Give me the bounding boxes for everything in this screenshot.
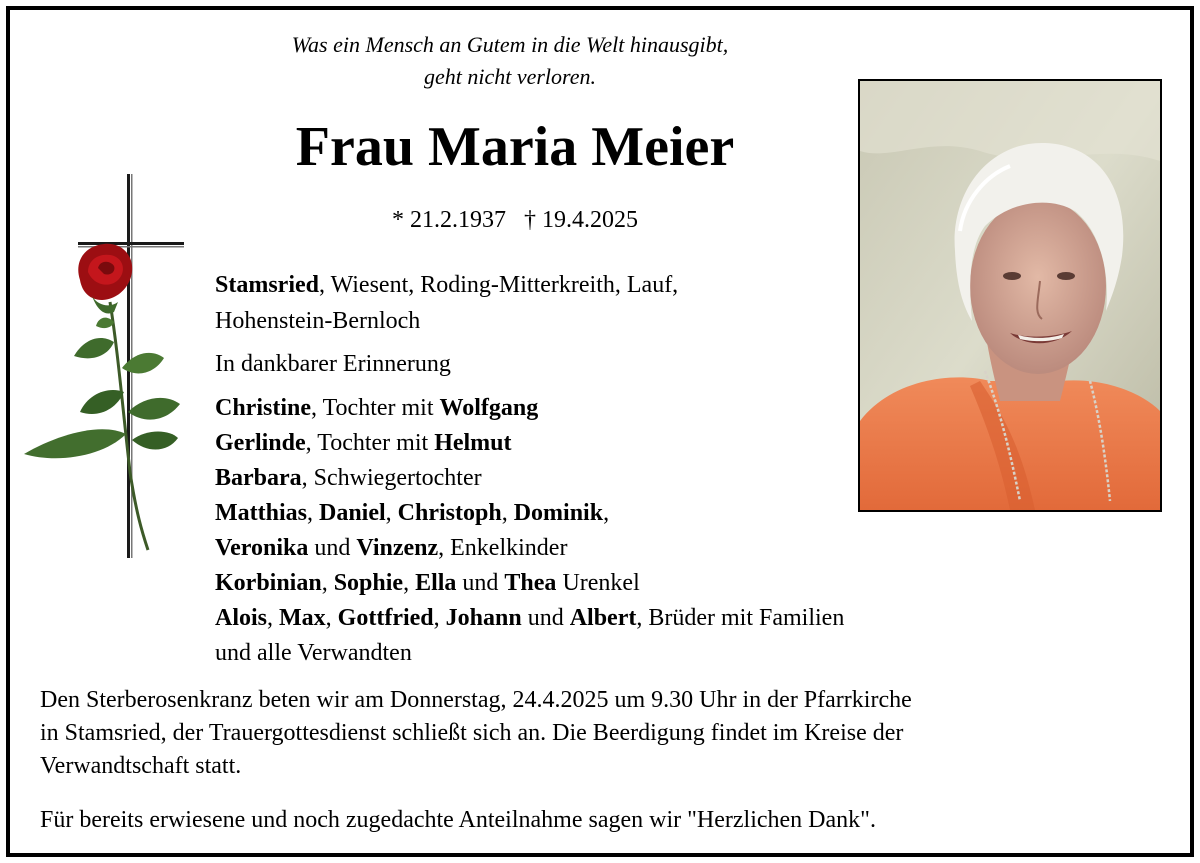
- mourner-name: Thea: [504, 570, 557, 596]
- mourner-row: und alle Verwandten: [215, 640, 412, 666]
- mourner-name: Wolfgang: [439, 395, 539, 421]
- mourner-row: [215, 393, 538, 423]
- mourner-row: [215, 568, 640, 598]
- places-line-1: [215, 270, 678, 300]
- mourner-name: Dominik: [513, 500, 604, 526]
- birth-date: * 21.2.1937: [392, 207, 506, 233]
- remembrance-text: In dankbarer Erinnerung: [215, 351, 451, 377]
- relation-text: , Enkelkinder: [438, 535, 568, 561]
- portrait-image: [860, 81, 1160, 510]
- relation-text: , Brüder mit Familien: [636, 605, 845, 631]
- deceased-name: Frau Maria Meier: [295, 116, 735, 178]
- mourner-name: Matthias: [215, 500, 307, 526]
- mourner-name: Korbinian: [215, 570, 322, 596]
- mourner-name: Sophie: [333, 570, 404, 596]
- cross-rose-icon: [18, 172, 200, 560]
- motto-line-2: geht nicht verloren.: [423, 64, 597, 89]
- mourner-name: Veronika: [215, 535, 309, 561]
- mourner-row: [215, 428, 512, 458]
- separator-text: ,: [325, 605, 338, 631]
- notice-line-1: Den Sterberosenkranz beten wir am Donnerstag, 24.4.2025 um 9.30 Uhr in der Pfarrkirche: [40, 687, 912, 713]
- places-line-2: Hohenstein-Bernloch: [215, 308, 421, 334]
- separator-text: ,: [403, 570, 416, 596]
- relation-text: , Schwiegertochter: [301, 465, 482, 491]
- mourner-name: Helmut: [434, 430, 512, 456]
- separator-text: ,: [501, 500, 514, 526]
- death-date: † 19.4.2025: [524, 207, 638, 233]
- separator-text: und: [521, 605, 570, 631]
- mourner-name: Ella: [415, 570, 457, 596]
- mourner-name: Christoph: [397, 500, 502, 526]
- mourner-name: Johann: [445, 605, 522, 631]
- mourner-name: Gottfried: [337, 605, 434, 631]
- other-places: , Wiesent, Roding-Mitterkreith, Lauf,: [319, 272, 679, 298]
- separator-text: ,: [307, 500, 319, 526]
- relation-text: , Tochter mit: [305, 430, 435, 456]
- mourner-name: Daniel: [319, 500, 386, 526]
- main-place: Stamsried: [215, 272, 319, 298]
- mourner-name: Max: [279, 605, 326, 631]
- relation-text: Urenkel: [556, 570, 640, 596]
- mourner-name: Gerlinde: [215, 430, 306, 456]
- mourner-name: Albert: [569, 605, 637, 631]
- separator-text: ,: [603, 500, 610, 526]
- portrait-photo: [858, 79, 1162, 512]
- separator-text: ,: [385, 500, 398, 526]
- mourner-row: [215, 603, 844, 633]
- separator-text: ,: [267, 605, 280, 631]
- mourner-row: [215, 533, 567, 563]
- separator-text: ,: [321, 570, 334, 596]
- mourner-name: Barbara: [215, 465, 302, 491]
- notice-line-2: in Stamsried, der Trauergottesdienst schließt sich an. Die Beerdigung findet im Kreise der: [40, 720, 904, 746]
- motto-line-1: Was ein Mensch an Gutem in die Welt hinausgibt,: [291, 32, 729, 57]
- mourner-name: Vinzenz: [356, 535, 439, 561]
- life-dates: [300, 204, 730, 236]
- relation-text: , Tochter mit: [311, 395, 440, 421]
- thanks-text: Für bereits erwiesene und noch zugedachte Anteilnahme sagen wir "Herzlichen Dank".: [40, 807, 876, 833]
- mourner-row: [215, 498, 609, 528]
- separator-text: ,: [433, 605, 446, 631]
- separator-text: und: [456, 570, 505, 596]
- notice-line-3: Verwandtschaft statt.: [40, 753, 242, 779]
- mourner-name: Christine: [215, 395, 311, 421]
- mourner-name: Alois: [215, 605, 268, 631]
- separator-text: und: [308, 535, 357, 561]
- mourner-row: [215, 463, 482, 493]
